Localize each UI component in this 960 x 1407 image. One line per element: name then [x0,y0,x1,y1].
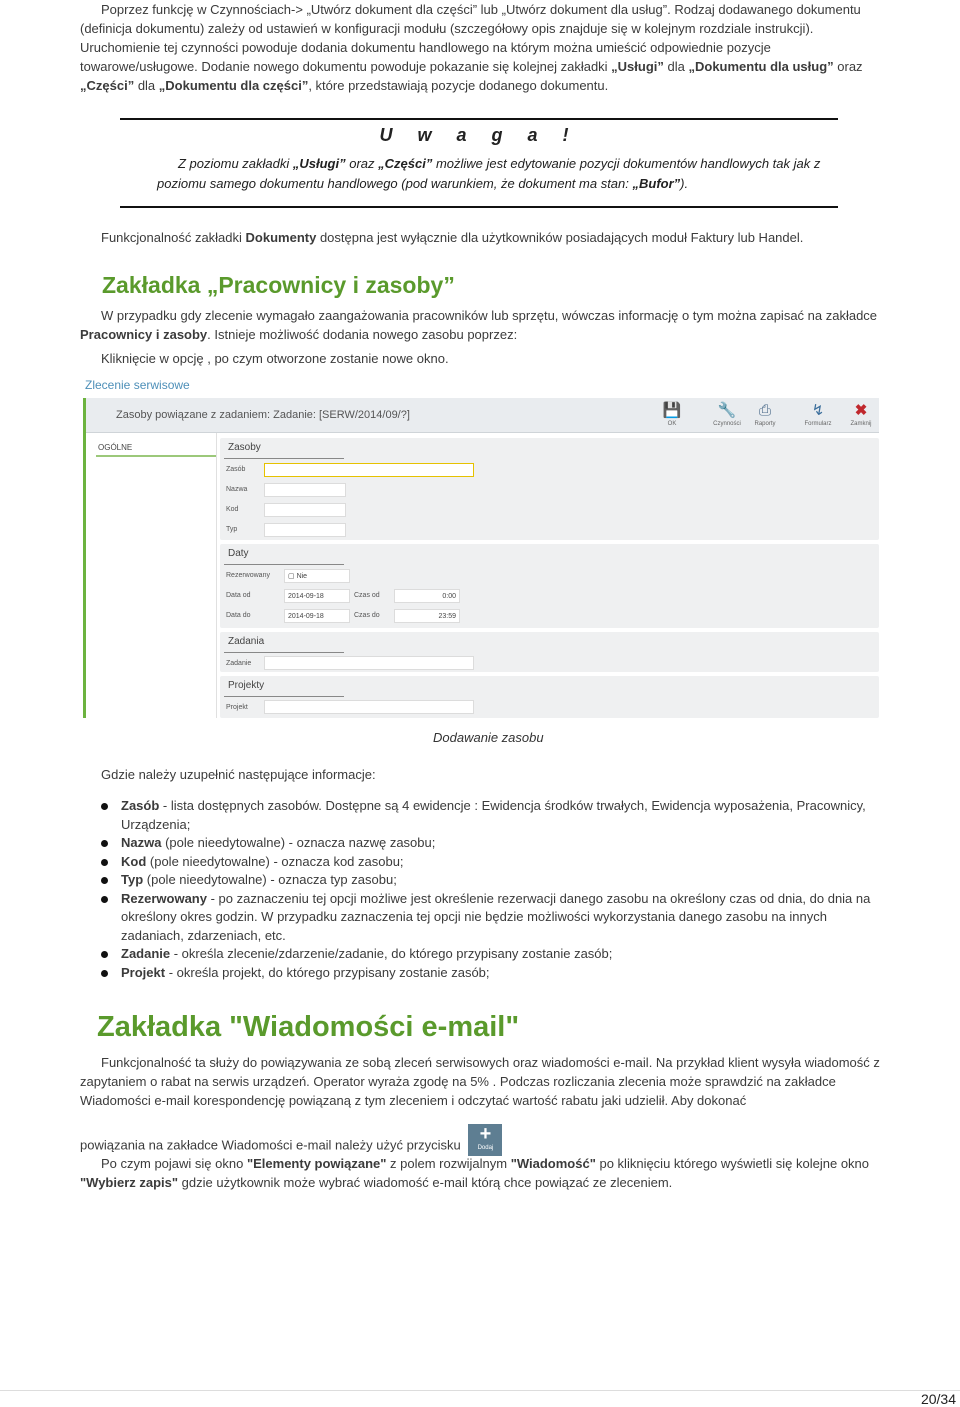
window-toolbar [86,398,879,433]
label-kod: Kod [226,506,239,513]
note-bottom-rule [120,206,838,208]
page-number: 20/34 [920,1391,956,1407]
note-body: Z poziomu zakładki „Usługi” oraz „Części” możliwe jest edytowanie pozycji dokumentów handlowych tak jak z poziomu samego dokumentu handlowego (pod warunkiem, że dokument ma stan: „Bufor”). [157,156,821,191]
typ-field[interactable] [264,523,346,537]
raporty-button[interactable]: ⎙ Raporty [745,401,785,431]
section-daty [220,544,879,628]
list-item: Typ (pole nieedytowalne) - oznacza typ zasobu; [100,871,880,890]
note-title: U w a g a ! [379,125,579,145]
section-divider [224,652,344,653]
heading-pracownicy-zasoby: Zakładka „Pracownicy i zasoby” [102,272,455,298]
list-item: Kod (pole nieedytowalne) - oznacza kod zasobu; [100,853,880,872]
nazwa-field[interactable] [264,483,346,497]
list-item: Zadanie - określa zlecenie/zdarzenie/zadanie, do którego przypisany zostanie zasób; [100,945,880,964]
label-nazwa: Nazwa [226,486,248,493]
tab-underline [96,455,216,457]
section-projekty [220,676,879,718]
linked-elements-paragraph: Po czym pojawi się okno "Elementy powiązane" z polem rozwijalnym "Wiadomość" po kliknięciu którego wyświetli się kolejne okno "Wybierz zapis" gdzie użytkownik może wybrać wiadomość e-mail którą chce powiązać ze zleceniem. [80,1156,870,1190]
section-title: Zasoby [228,442,261,453]
close-icon: ✖ [854,402,868,419]
section-divider [224,458,344,459]
window-frame [83,398,882,718]
ok-button[interactable]: 💾 OK [652,401,692,431]
add-button-paragraph: powiązania na zakładce Wiadomości e-mail należy użyć przycisku + Dodaj [80,1130,880,1162]
zasoby-paragraph: W przypadku gdy zlecenie wymagało zaangażowania pracowników lub sprzętu, wówczas informację o tym można zapisać na zakładce Pracownicy i zasoby. Istnieje możliwość dodania nowego zasobu poprzez: [80,308,878,342]
label-czas-do: Czas do [354,612,380,619]
zadanie-field[interactable] [264,656,474,670]
tab-ogolne[interactable]: OGÓLNE [98,443,133,452]
section-zasoby [220,438,879,540]
intro-paragraph: Poprzez funkcję w Czynnościach-> „Utwórz dokument dla części” lub „Utwórz dokument dla usług”. Rodzaj dodawanego dokumentu (definicja dokumentu) zależy od ustawień w konfiguracji modułu (szczegółowy opis znajduje się w kolejnym rozdziale instrukcji). Uruchomienie tej czynności powoduje dodania dokumentu handlowego na którym można umieścić odpowiednie pozycje towarowe/usługowe. Dodanie nowego dokumentu powoduje pokazanie się kolejnej zakładki „Usługi” dla „Dokumentu dla usług” oraz „Części” dla „Dokumentu dla części”, które przedstawiają pozycje dodanego dokumentu. [80,2,863,93]
list-item: Nazwa (pole nieedytowalne) - oznacza nazwę zasobu; [100,834,880,853]
email-paragraph: Funkcjonalność ta służy do powiązywania ze sobą zleceń serwisowych oraz wiadomości e-mail. Na przykład klient wysyła wiadomość z zapytaniem o rabat na serwis urządzeń. Operator wyraża zgodę na 5% . Podczas rozliczania zlecenia może sprawdzić na zakładce Wiadomości e-mail korespondencję powiązaną z tym zleceniem i odczytać wartość rabatu jaki udzielił. Aby dokonać [80,1055,880,1108]
czas-do-field[interactable]: 23:59 [394,609,460,623]
click-option-paragraph: Kliknięcie w opcję , po czym otworzone zostanie nowe okno. [101,351,449,366]
label-zadanie: Zadanie [226,660,252,667]
data-od-field[interactable]: 2014-09-18 [284,589,350,603]
section-title: Zadania [228,636,265,647]
screenshot-zasoby-window [83,374,879,719]
figure-caption: Dodawanie zasobu [433,730,544,745]
zamknij-button[interactable]: ✖ Zamknij [841,401,881,431]
fields-intro-paragraph: Gdzie należy uzupełnić następujące informacje: [101,767,376,782]
field-descriptions-list [100,797,880,982]
label-projekt: Projekt [226,704,248,711]
heading-wiadomosci-email: Zakładka "Wiadomości e-mail" [97,1011,520,1043]
add-button[interactable]: + Dodaj [468,1124,502,1156]
label-rezerwowany: Rezerwowany [226,572,270,579]
window-subtitle: Zasoby powiązane z zadaniem: Zadanie: [SERW/2014/09/?] [116,409,410,421]
rezerwowany-checkbox[interactable]: ▢ Nie [284,569,350,583]
section-zadania [220,632,879,672]
window-title: Zlecenie serwisowe [85,378,190,392]
left-tabs [86,433,217,718]
footer-divider [0,1390,960,1391]
czynnosci-button[interactable]: 🔧 Czynności [707,401,747,431]
label-czas-od: Czas od [354,592,380,599]
formularz-button[interactable]: ↯ Formularz [798,401,838,431]
label-data-od: Data od [226,592,251,599]
label-data-do: Data do [226,612,251,619]
list-item: Zasób - lista dostępnych zasobów. Dostępne są 4 ewidencje : Ewidencja środków trwałych, Ewidencja wyposażenia, Pracownicy, Urządzenia; [100,797,880,834]
chart-icon: ↯ [811,402,825,419]
note-top-rule [120,118,838,120]
czas-od-field[interactable]: 0:00 [394,589,460,603]
wrench-icon: 🔧 [717,402,737,419]
data-do-field[interactable]: 2014-09-18 [284,609,350,623]
section-title: Projekty [228,680,265,691]
list-item: Rezerwowany - po zaznaczeniu tej opcji możliwe jest określenie rezerwacji danego zasobu na określony czas od dnia, do dnia na określony okres godzin. W przypadku zaznaczenia tej opcji nie będzie możliwości wykorzystania danego zasobu na innych zadaniach, zdarzeniach, etc. [100,890,880,946]
list-item: Projekt - określa projekt, do którego przypisany zostanie zasób; [100,964,880,983]
projekt-field[interactable] [264,700,474,714]
zasob-field[interactable] [264,463,474,477]
save-icon: 💾 [662,402,682,419]
printer-icon: ⎙ [758,402,771,419]
label-zasob: Zasób [226,466,246,473]
section-title: Daty [228,548,249,559]
section-divider [224,564,344,565]
plus-icon: + [479,1123,492,1145]
documents-note-paragraph: Funkcjonalność zakładki Dokumenty dostępna jest wyłącznie dla użytkowników posiadających moduł Faktury lub Handel. [101,230,804,245]
kod-field[interactable] [264,503,346,517]
section-divider [224,696,344,697]
label-typ: Typ [226,526,238,533]
